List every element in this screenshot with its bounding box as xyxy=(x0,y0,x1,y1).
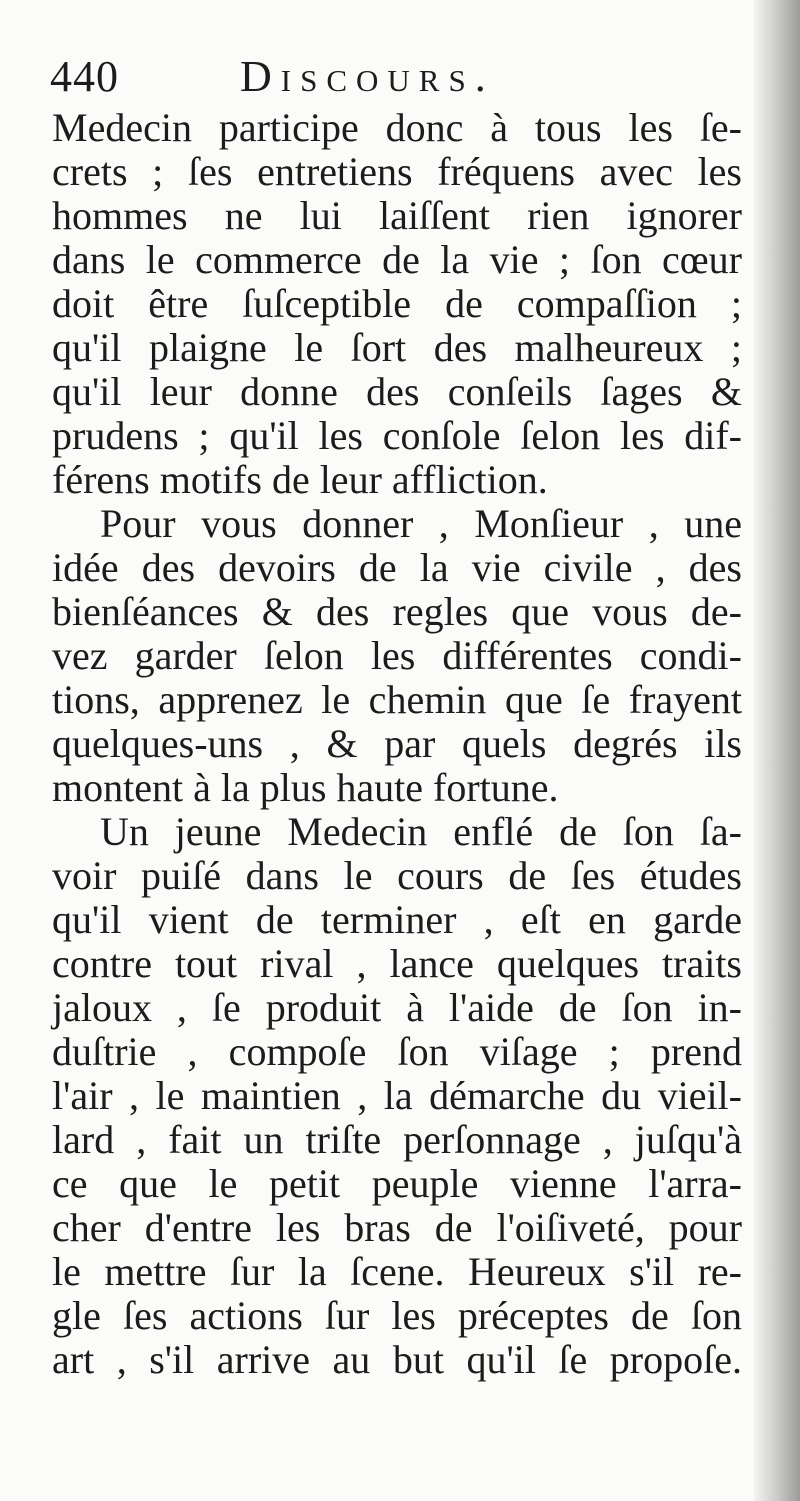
page-gutter-shadow xyxy=(754,0,800,1501)
text-line: jaloux , ſe produit à l'aide de ſon in- xyxy=(52,985,742,1030)
text-line: l'air , le maintien , la démarche du vieil- xyxy=(52,1073,742,1118)
text-line: hommes ne lui laiſſent rien ignorer xyxy=(52,193,742,238)
text-line: le mettre ſur la ſcene. Heureux s'il re- xyxy=(52,1249,742,1294)
paragraph-first-line: Un jeune Medecin enflé de ſon ſa- xyxy=(100,809,742,854)
text-line: gle ſes actions ſur les préceptes de ſon xyxy=(52,1293,742,1338)
paragraph-first-line: Pour vous donner , Monſieur , une xyxy=(100,501,742,546)
text-line: tions, apprenez le chemin que ſe frayent xyxy=(52,677,742,722)
text-line: voir puiſé dans le cours de ſes études xyxy=(52,853,742,898)
text-line: ce que le petit peuple vienne l'arra- xyxy=(52,1161,742,1206)
text-line: prudens ; qu'il les conſole ſelon les dif- xyxy=(52,413,742,458)
text-line: dans le commerce de la vie ; ſon cœur xyxy=(52,237,742,282)
text-line: art , s'il arrive au but qu'il ſe propoſe. xyxy=(52,1337,742,1382)
page-number: 440 xyxy=(50,52,119,101)
text-line: Medecin participe donc à tous les ſe- xyxy=(52,105,742,150)
text-line: cher d'entre les bras de l'oiſiveté, pour xyxy=(52,1205,742,1250)
body-text xyxy=(52,106,742,1382)
page-header xyxy=(50,52,750,102)
text-line: contre tout rival , lance quelques traits xyxy=(52,941,742,986)
text-line: lard , fait un triſte perſonnage , juſqu'à xyxy=(52,1117,742,1162)
text-line: crets ; ſes entretiens fréquens avec les xyxy=(52,149,742,194)
text-line: idée des devoirs de la vie civile , des xyxy=(52,545,742,590)
text-line: férens motifs de leur affliction. xyxy=(52,457,548,502)
text-line: vez garder ſelon les différentes condi- xyxy=(52,633,742,678)
running-head: Discours. xyxy=(240,52,495,101)
text-line: bienſéances & des regles que vous de- xyxy=(52,589,742,634)
text-line: qu'il leur donne des conſeils ſages & xyxy=(52,369,742,414)
text-line: doit être ſuſceptible de compaſſion ; xyxy=(52,281,742,326)
text-line: montent à la plus haute fortune. xyxy=(52,765,559,810)
text-line: duſtrie , compoſe ſon viſage ; prend xyxy=(52,1029,742,1074)
text-line: qu'il plaigne le ſort des malheureux ; xyxy=(52,325,742,370)
text-line: quelques-uns , & par quels degrés ils xyxy=(52,721,742,766)
text-line: qu'il vient de terminer , eſt en garde xyxy=(52,897,742,942)
